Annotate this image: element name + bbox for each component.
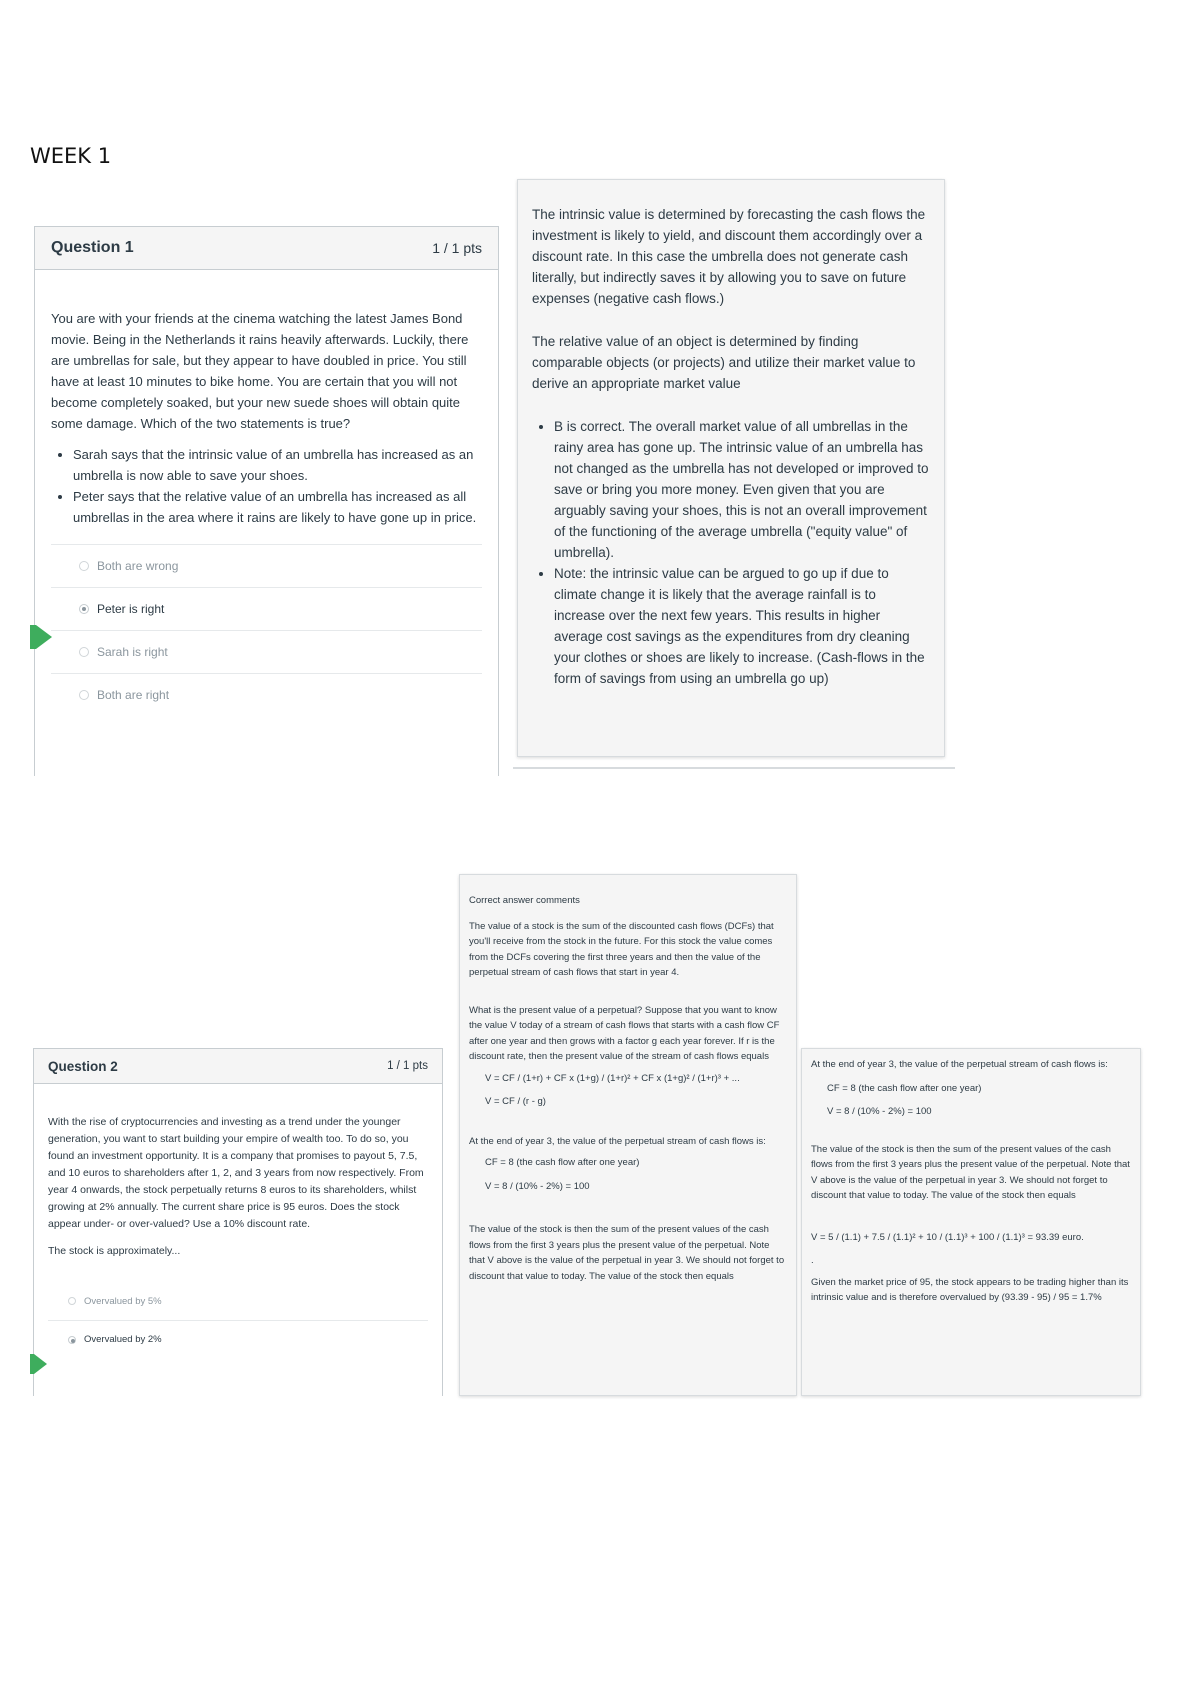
answer-option[interactable]	[48, 1282, 428, 1320]
question-2-body	[33, 1084, 443, 1396]
correct-answer-flag-icon	[30, 1354, 47, 1374]
comment-paragraph: The value of a stock is the sum of the discounted cash flows (DCFs) that you'll receive from the stock in the future. For this stock the value comes from the DCFs covering the first three years and then the value of the perpetual stream of cash flows that start in year 4.	[469, 920, 774, 978]
question-text: You are with your friends at the cinema watching the latest James Bond movie. Being in the Netherlands it rains heavily afterwards. Luckily, there are umbrellas for sale, but they appear to have doubled in price. You still have at least 10 minutes to bike home. You are certain that you will not become completely soaked, but your new suede shoes will obtain quite some damage. Which of the two statements is true?	[51, 311, 469, 431]
formula: V = 5 / (1.1) + 7.5 / (1.1)² + 10 / (1.1)³ + 100 / (1.1)³ = 93.39 euro.	[811, 1231, 1084, 1243]
formula: V = CF / (1+r) + CF x (1+g) / (1+r)² + CF x (1+g)² / (1+r)³ + ...	[485, 1072, 740, 1084]
question-2-card	[33, 1048, 443, 1396]
formula: V = 8 / (10% - 2%) = 100	[827, 1106, 932, 1117]
radio-button[interactable]	[68, 1336, 76, 1344]
radio-button[interactable]	[79, 647, 89, 657]
comment-paragraph: The value of the stock is then the sum of the present values of the cash flows from the first 3 years plus the present value of the perpetual. Note that V above is the value of the perpetual in year 3. We should not forget to discount that value to today. The value of the stock then equals	[811, 1143, 1130, 1201]
question-title: Question 1	[51, 239, 134, 256]
question-2-comments-continued	[801, 1048, 1141, 1396]
answer-option[interactable]	[51, 544, 482, 587]
answer-label: Peter is right	[97, 601, 165, 616]
formula: V = CF / (r - g)	[485, 1096, 546, 1107]
comment-paragraph: The relative value of an object is determined by finding comparable objects (or projects) and utilize their market value to derive an appropriate market value	[532, 334, 916, 391]
comment-paragraph: At the end of year 3, the value of the perpetual stream of cash flows is:	[811, 1059, 1108, 1070]
question-prompt: The stock is approximately...	[48, 1245, 181, 1257]
answer-option-selected[interactable]	[48, 1320, 428, 1358]
question-1-header	[34, 226, 499, 270]
answer-label: Overvalued by 2%	[84, 1334, 162, 1345]
question-1-comments	[517, 179, 945, 757]
correct-answer-flag-icon	[30, 625, 52, 649]
question-title: Question 2	[48, 1058, 118, 1074]
answer-option[interactable]	[51, 630, 482, 673]
question-1-body	[34, 270, 499, 776]
answer-label: Overvalued by 5%	[84, 1295, 162, 1307]
answer-option-selected[interactable]	[51, 587, 482, 630]
question-text: With the rise of cryptocurrencies and investing as a trend under the younger generation, you want to start building your empire of wealth too. To do so, you found an investment opportunity. It is a company that promises to payout 5, 7.5, and 10 euros to shareholders after 1, 2, and 3 years from now respectively. From year 4 onwards, the stock perpetually returns 8 euros to its shareholders, whilst growing at 2% annually. The current share price is 95 euros. Does the stock appear under- or over-valued? Use a 10% discount rate.	[48, 1116, 424, 1230]
radio-button[interactable]	[79, 604, 89, 614]
comment-paragraph: The intrinsic value is determined by forecasting the cash flows the investment is likely to yield, and discount them accordingly over a discount rate. In this case the umbrella does not generate cash literally, but indirectly saves it by allowing you to save on future expenses (negative cash flows.)	[532, 207, 926, 306]
question-points: 1 / 1 pts	[432, 240, 482, 256]
comment-paragraph: At the end of year 3, the value of the perpetual stream of cash flows is:	[469, 1135, 766, 1147]
week-title: WEEK 1	[30, 144, 112, 168]
statement-list	[51, 444, 482, 528]
radio-button[interactable]	[79, 690, 89, 700]
question-2-header	[33, 1048, 443, 1084]
question-1-card	[34, 226, 499, 776]
answer-option[interactable]	[51, 673, 482, 716]
radio-button[interactable]	[68, 1297, 76, 1305]
formula: CF = 8 (the cash flow after one year)	[485, 1157, 640, 1168]
comment-paragraph: What is the present value of a perpetual? Suppose that you want to know the value V today of a stream of cash flows that starts with a cash flow CF after one year and then grows with a factor g each year forever. If r is the discount rate, then the present value of the stream of cash flows equals	[469, 1004, 780, 1062]
answer-label: Both are wrong	[97, 558, 179, 573]
comment-heading: Correct answer comments	[469, 895, 580, 906]
comment-paragraph: The value of the stock is then the sum of the present values of the cash flows from the first 3 years plus the present value of the perpetual. Note that V above is the value of the perpetual in year 3. We should not forget to discount that value to today. The value of the stock then equals	[469, 1224, 785, 1282]
comment-item: • B is correct. The overall market value of all umbrellas in the rainy area has gone up. The intrinsic value of an umbrella has not changed as the umbrella has not developed or improved to save or bring you more money. Even given that you are arguably saving your shoes, this is not an overall improvement of the functioning of the average umbrella ("equity value" of umbrella).	[554, 416, 930, 563]
comment-list	[532, 416, 930, 689]
answer-label: Both are right	[97, 687, 170, 702]
comment-conclusion: Given the market price of 95, the stock appears to be trading higher than its intrinsic value and is therefore overvalued by (93.39 - 95) / 95 = 1.7%	[811, 1276, 1129, 1303]
statement-item: • Peter says that the relative value of an umbrella has increased as all umbrellas in the area where it rains are likely to have gone up in price.	[73, 486, 482, 528]
comment-item: • Note: the intrinsic value can be argued to go up if due to climate change it is likely that the average rainfall is to increase over the next few years. This results in higher average cost savings as the expenditures from dry cleaning your clothes or shoes are likely to increase. (Cash-flows in the form of savings from using an umbrella go up)	[554, 563, 930, 689]
answer-label: Sarah is right	[97, 644, 168, 659]
divider	[513, 767, 955, 769]
formula: CF = 8 (the cash flow after one year)	[827, 1082, 982, 1094]
separator-dot: .	[811, 1255, 814, 1266]
formula: V = 8 / (10% - 2%) = 100	[485, 1180, 590, 1192]
question-2-comments	[459, 874, 797, 1396]
statement-item: • Sarah says that the intrinsic value of an umbrella has increased as an umbrella is now able to save your shoes.	[73, 444, 482, 486]
radio-button[interactable]	[79, 561, 89, 571]
question-points: 1 / 1 pts	[387, 1060, 428, 1072]
